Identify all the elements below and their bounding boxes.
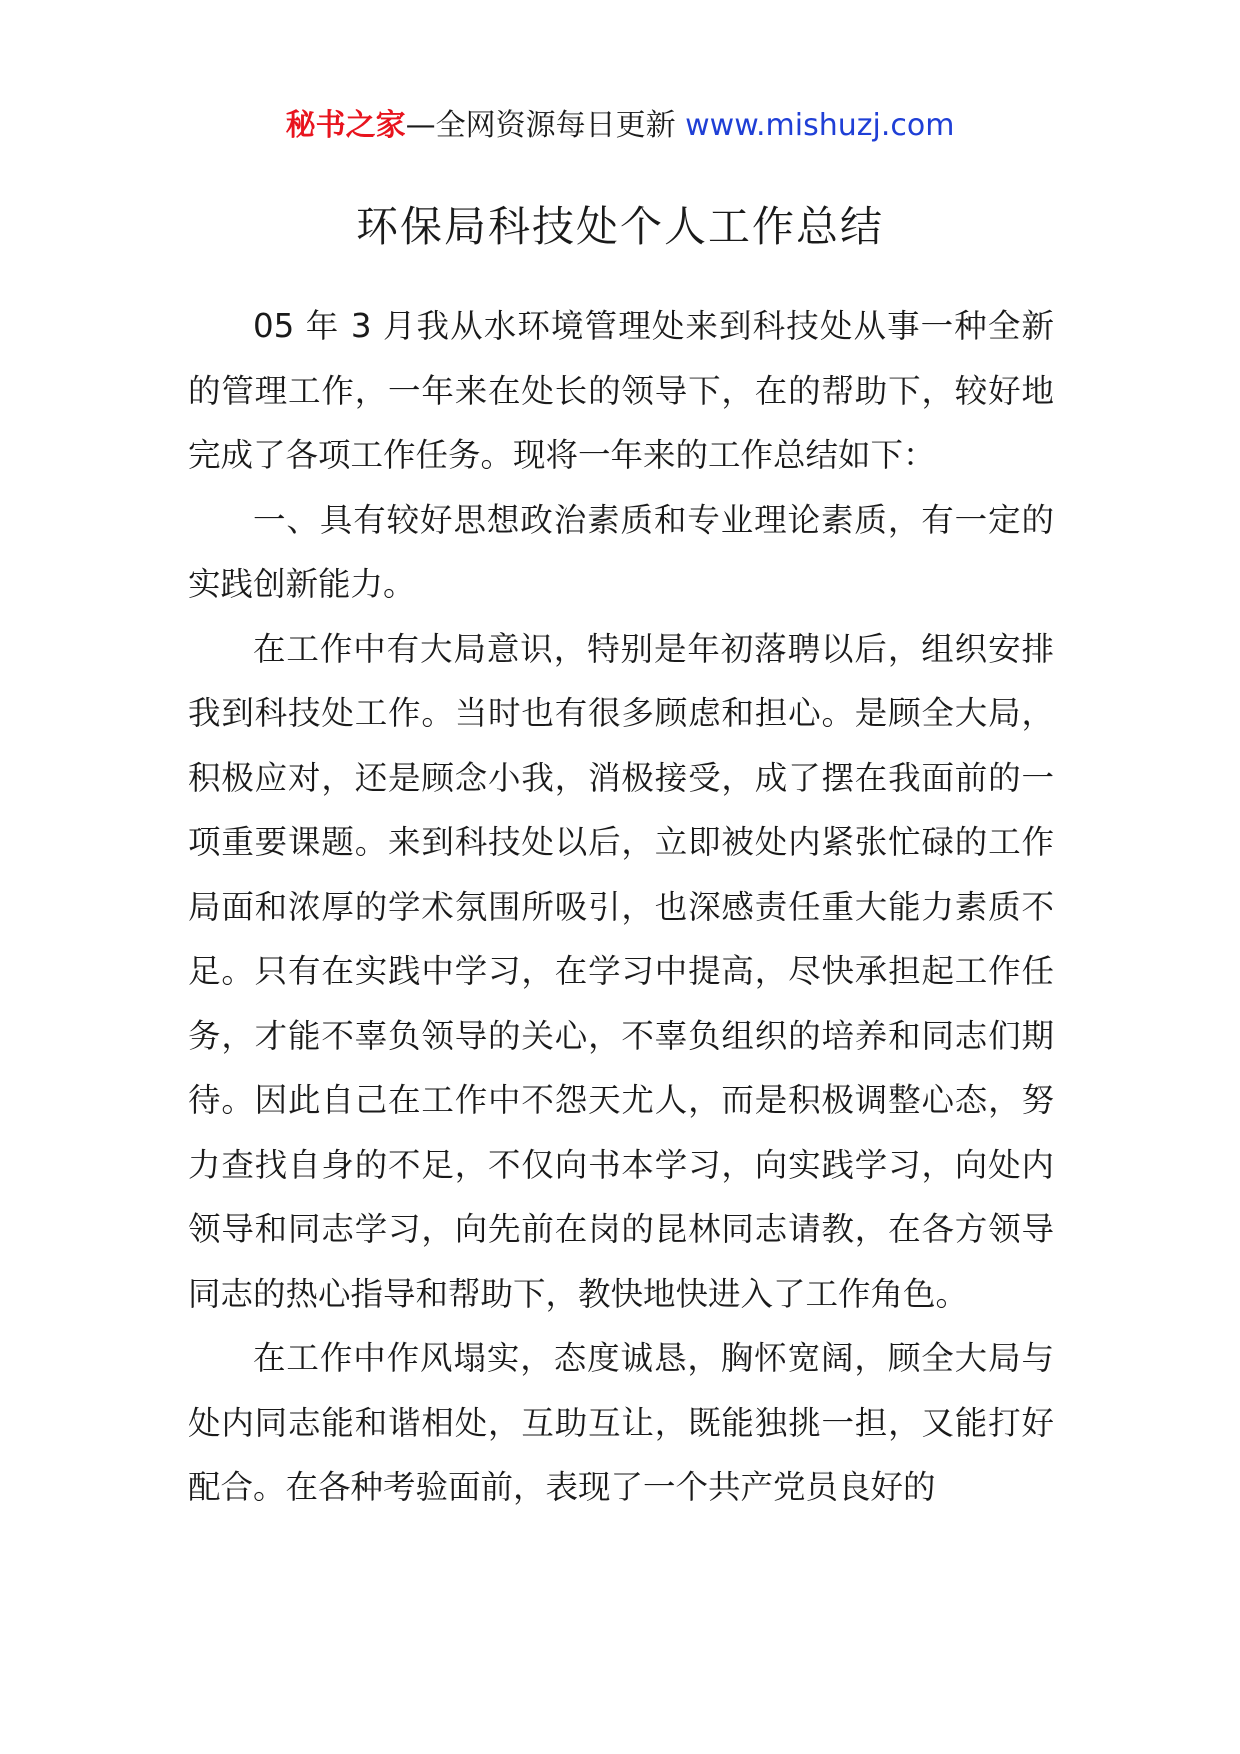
- paragraph-work-style: 在工作中作风塌实，态度诚恳，胸怀宽阔，顾全大局与处内同志能和谐相处，互助互让，既能独挑一担，又能打好配合。在各种考验面前，表现了一个共产党员良好的: [188, 1339, 1054, 1506]
- site-url-link[interactable]: www.mishuzj.com: [685, 108, 955, 143]
- paragraph-section-heading: 一、具有较好思想政治素质和专业理论素质，有一定的实践创新能力。: [188, 500, 1054, 603]
- document-body: [188, 294, 1054, 1520]
- paragraph-work-attitude: 在工作中有大局意识，特别是年初落聘以后，组织安排我到科技处工作。当时也有很多顾虑和担心。是顾全大局，积极应对，还是顾念小我，消极接受，成了摆在我面前的一项重要课题。来到科技处以后，立即被处内紧张忙碌的工作局面和浓厚的学术氛围所吸引，也深感责任重大能力素质不足。只有在实践中学习，在学习中提高，尽快承担起工作任务，才能不辜负领导的关心，不辜负组织的培养和同志们期待。因此自己在工作中不怨天尤人，而是积极调整心态，努力查找自身的不足，不仅向书本学习，向实践学习，向处内领导和同志学习，向先前在岗的昆林同志请教，在各方领导同志的热心指导和帮助下，教快地快进入了工作角色。: [188, 629, 1054, 1313]
- document-title: 环保局科技处个人工作总结: [355, 202, 884, 251]
- site-brand: 秘书之家: [285, 108, 406, 143]
- site-tagline: —全网资源每日更新: [405, 108, 686, 143]
- site-header: [0, 96, 1240, 156]
- paragraph-intro: 05 年 3 月我从水环境管理处来到科技处从事一种全新的管理工作，一年来在处长的领导下，在的帮助下，较好地完成了各项工作任务。现将一年来的工作总结如下：: [188, 307, 1054, 474]
